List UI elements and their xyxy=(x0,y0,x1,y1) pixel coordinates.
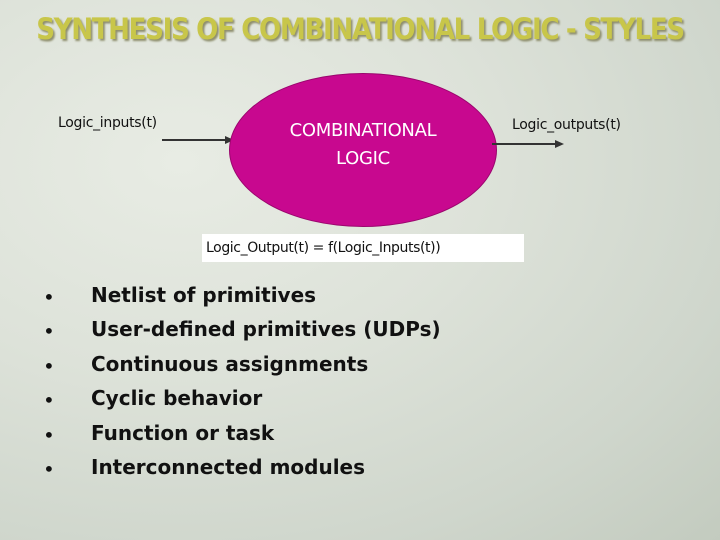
bullet-marker: • xyxy=(43,422,55,447)
bullet-list xyxy=(0,281,720,487)
slide-title: SYNTHESIS OF COMBINATIONAL LOGIC - STYLES xyxy=(36,12,684,46)
bullet-text: Netlist of primitives xyxy=(91,283,317,307)
bullet-text: Cyclic behavior xyxy=(91,386,263,411)
combinational-logic-label xyxy=(229,117,497,173)
block-label-line1: COMBINATIONAL xyxy=(289,120,437,141)
bullet-marker: • xyxy=(43,319,55,344)
list-item xyxy=(0,384,720,418)
input-arrow-line xyxy=(162,139,226,141)
bullet-marker: • xyxy=(43,388,55,413)
output-arrow-line xyxy=(492,143,556,145)
bullet-text: User-defined primitives (UDPs) xyxy=(91,317,441,342)
input-arrow xyxy=(162,136,234,144)
list-item xyxy=(0,281,720,315)
list-item xyxy=(0,419,720,453)
output-label: Logic_outputs(t) xyxy=(512,117,621,133)
bullet-marker: • xyxy=(43,285,55,309)
formula-box: Logic_Output(t) = f(Logic_Inputs(t)) xyxy=(202,234,524,262)
input-label: Logic_inputs(t) xyxy=(58,115,157,131)
bullet-text: Continuous assignments xyxy=(91,351,369,376)
bullet-text: Interconnected modules xyxy=(91,454,366,479)
bullet-text: Function or task xyxy=(91,420,275,445)
list-item xyxy=(0,315,720,349)
list-item xyxy=(0,350,720,384)
list-item xyxy=(0,453,720,487)
bullet-marker: • xyxy=(43,456,55,481)
output-arrowhead xyxy=(555,140,564,148)
bullet-marker: • xyxy=(43,353,55,378)
output-arrow xyxy=(492,140,564,148)
block-label-line2: LOGIC xyxy=(336,148,390,169)
